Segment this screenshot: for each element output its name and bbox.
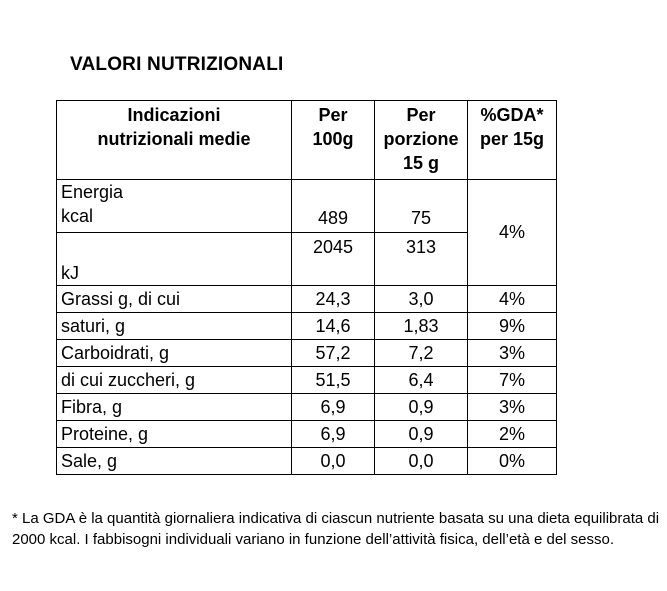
kcal-per-portion: 75 [375, 180, 468, 233]
table-row [57, 421, 557, 448]
row-gda: 3% [468, 394, 557, 421]
row-portion: 7,2 [375, 340, 468, 367]
row-portion: 0,9 [375, 421, 468, 448]
nutrition-table [56, 100, 557, 475]
row-gda: 0% [468, 448, 557, 475]
header-per-100g: Per 100g [292, 101, 375, 180]
header-indicazioni: Indicazioni nutrizionali medie [57, 101, 292, 180]
row-portion: 3,0 [375, 286, 468, 313]
row-per100: 0,0 [292, 448, 375, 475]
header-per-porzione: Per porzione 15 g [375, 101, 468, 180]
kj-per-portion: 313 [375, 233, 468, 286]
kcal-per100: 489 [292, 180, 375, 233]
gda-footnote: * La GDA è la quantità giornaliera indicativa di ciascun nutriente basata su una dieta equilibrata di 2000 kcal. I fabbisogni individuali variano in funzione dell’attività fisica, dell’età e del sesso. [12, 510, 660, 548]
row-label: Fibra, g [57, 394, 292, 421]
row-per100: 6,9 [292, 421, 375, 448]
table-row [57, 448, 557, 475]
table-row [57, 286, 557, 313]
header-row [57, 101, 557, 180]
row-per100: 51,5 [292, 367, 375, 394]
page-title: VALORI NUTRIZIONALI [70, 54, 284, 75]
row-gda: 7% [468, 367, 557, 394]
row-label: Sale, g [57, 448, 292, 475]
table-row [57, 394, 557, 421]
row-label: Proteine, g [57, 421, 292, 448]
table-row [57, 367, 557, 394]
table-row [57, 340, 557, 367]
kj-label: kJ [57, 233, 292, 286]
row-portion: 0,9 [375, 394, 468, 421]
row-per100: 24,3 [292, 286, 375, 313]
row-portion: 1,83 [375, 313, 468, 340]
row-portion: 0,0 [375, 448, 468, 475]
energy-gda: 4% [468, 180, 557, 286]
row-portion: 6,4 [375, 367, 468, 394]
row-gda: 3% [468, 340, 557, 367]
table-row-energy-kcal [57, 180, 557, 233]
row-gda: 4% [468, 286, 557, 313]
row-label: Grassi g, di cui [57, 286, 292, 313]
row-per100: 57,2 [292, 340, 375, 367]
row-per100: 6,9 [292, 394, 375, 421]
table-row [57, 313, 557, 340]
row-label: saturi, g [57, 313, 292, 340]
header-gda: %GDA* per 15g [468, 101, 557, 180]
row-label: Carboidrati, g [57, 340, 292, 367]
kj-per100: 2045 [292, 233, 375, 286]
row-label: di cui zuccheri, g [57, 367, 292, 394]
energy-label: Energia kcal [57, 180, 292, 233]
row-per100: 14,6 [292, 313, 375, 340]
row-gda: 9% [468, 313, 557, 340]
row-gda: 2% [468, 421, 557, 448]
